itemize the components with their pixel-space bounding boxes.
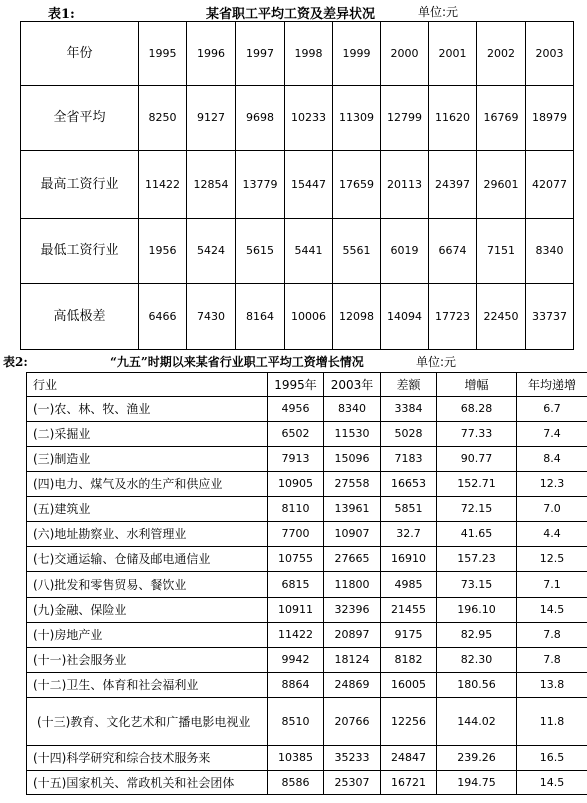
table-cell: 5561 xyxy=(333,219,381,284)
table-row xyxy=(27,497,587,522)
table-cell: 10006 xyxy=(285,284,333,350)
table-cell: 8182 xyxy=(381,648,437,673)
table-cell: 11422 xyxy=(139,151,187,219)
table-cell: 82.30 xyxy=(437,648,517,673)
column-header: 2003 xyxy=(526,22,574,86)
table-cell: 4985 xyxy=(381,572,437,598)
table-cell: 10755 xyxy=(268,547,324,572)
table-row xyxy=(21,219,574,284)
table-cell: 15096 xyxy=(324,447,381,472)
table-cell: 9127 xyxy=(187,86,236,151)
table-cell: 7.8 xyxy=(517,648,587,673)
table-row xyxy=(27,598,587,623)
table-row xyxy=(27,623,587,648)
table-cell: 18124 xyxy=(324,648,381,673)
table-cell: 24869 xyxy=(324,673,381,698)
table-cell: 33737 xyxy=(526,284,574,350)
column-header: 2002 xyxy=(477,22,526,86)
table2-unit: 单位:元 xyxy=(416,355,457,369)
table-cell: 7183 xyxy=(381,447,437,472)
table-cell: 8340 xyxy=(526,219,574,284)
table-cell: 16653 xyxy=(381,472,437,497)
table-cell: 14094 xyxy=(381,284,429,350)
column-header: 年均递增 xyxy=(517,373,587,397)
table-cell: 42077 xyxy=(526,151,574,219)
table-cell: 5851 xyxy=(381,497,437,522)
table-cell: 35233 xyxy=(324,746,381,771)
table-cell: 14.5 xyxy=(517,771,587,795)
table-cell: 68.28 xyxy=(437,397,517,422)
table-cell: 7913 xyxy=(268,447,324,472)
table-cell: 8340 xyxy=(324,397,381,422)
row-header: (一)农、林、牧、渔业 xyxy=(27,397,268,422)
table-cell: 10911 xyxy=(268,598,324,623)
table-cell: 13.8 xyxy=(517,673,587,698)
table-cell: 7.4 xyxy=(517,422,587,447)
table2-title: “九五”时期以来某省行业职工平均工资增长情况 xyxy=(110,355,364,369)
table-cell: 82.95 xyxy=(437,623,517,648)
table-cell: 9698 xyxy=(236,86,285,151)
row-header: (八)批发和零售贸易、餐饮业 xyxy=(27,572,268,598)
table-cell: 1956 xyxy=(139,219,187,284)
column-header: 2000 xyxy=(381,22,429,86)
table-cell: 15447 xyxy=(285,151,333,219)
table1-label: 表1: xyxy=(48,7,75,22)
table-cell: 11.8 xyxy=(517,698,587,746)
table-cell: 239.26 xyxy=(437,746,517,771)
table-cell: 17723 xyxy=(429,284,477,350)
table-cell: 24847 xyxy=(381,746,437,771)
table-cell: 13961 xyxy=(324,497,381,522)
table-cell: 11530 xyxy=(324,422,381,447)
table-cell: 12256 xyxy=(381,698,437,746)
table-cell: 5615 xyxy=(236,219,285,284)
table-row xyxy=(27,673,587,698)
table-row xyxy=(27,547,587,572)
table-cell: 6.7 xyxy=(517,397,587,422)
table-cell: 7151 xyxy=(477,219,526,284)
column-header: 2003年 xyxy=(324,373,381,397)
row-header: (十二)卫生、体育和社会福利业 xyxy=(27,673,268,698)
table-cell: 6466 xyxy=(139,284,187,350)
row-header: (十三)教育、文化艺术和广播电影电视业 xyxy=(27,698,268,746)
column-header: 2001 xyxy=(429,22,477,86)
table-row xyxy=(27,472,587,497)
table-cell: 20766 xyxy=(324,698,381,746)
row-header: 最高工资行业 xyxy=(21,151,139,219)
row-header: (十五)国家机关、常政机关和社会团体 xyxy=(27,771,268,795)
table-row xyxy=(27,572,587,598)
table-cell: 7700 xyxy=(268,522,324,547)
table-cell: 8586 xyxy=(268,771,324,795)
table-cell: 32396 xyxy=(324,598,381,623)
table-cell: 21455 xyxy=(381,598,437,623)
table-cell: 90.77 xyxy=(437,447,517,472)
table-cell: 7.8 xyxy=(517,623,587,648)
table-row xyxy=(21,284,574,350)
table-cell: 17659 xyxy=(333,151,381,219)
table-cell: 6502 xyxy=(268,422,324,447)
table-cell: 27665 xyxy=(324,547,381,572)
row-header: (二)采掘业 xyxy=(27,422,268,447)
table-cell: 16769 xyxy=(477,86,526,151)
table-row xyxy=(27,746,587,771)
table1-body xyxy=(21,22,574,350)
table-cell: 194.75 xyxy=(437,771,517,795)
table-cell: 10385 xyxy=(268,746,324,771)
table-cell: 9942 xyxy=(268,648,324,673)
table-cell: 5441 xyxy=(285,219,333,284)
table-row xyxy=(27,522,587,547)
table-cell: 29601 xyxy=(477,151,526,219)
column-header: 1998 xyxy=(285,22,333,86)
table1-title: 某省职工平均工资及差异状况 xyxy=(206,7,376,22)
salary-difference-table xyxy=(20,21,574,350)
row-header: 最低工资行业 xyxy=(21,219,139,284)
table-row xyxy=(27,422,587,447)
table-cell: 11620 xyxy=(429,86,477,151)
table-cell: 10233 xyxy=(285,86,333,151)
table-row xyxy=(21,151,574,219)
table-cell: 41.65 xyxy=(437,522,517,547)
table-cell: 7430 xyxy=(187,284,236,350)
row-header: 高低极差 xyxy=(21,284,139,350)
table-cell: 72.15 xyxy=(437,497,517,522)
table-cell: 12098 xyxy=(333,284,381,350)
row-header: (十)房地产业 xyxy=(27,623,268,648)
table-cell: 8164 xyxy=(236,284,285,350)
table-cell: 11309 xyxy=(333,86,381,151)
table2-label: 表2: xyxy=(3,355,28,369)
table-cell: 22450 xyxy=(477,284,526,350)
table-cell: 8510 xyxy=(268,698,324,746)
table-cell: 10907 xyxy=(324,522,381,547)
table-row xyxy=(27,447,587,472)
column-header: 1996 xyxy=(187,22,236,86)
row-header: (十一)社会服务业 xyxy=(27,648,268,673)
table-cell: 6019 xyxy=(381,219,429,284)
table-cell: 12854 xyxy=(187,151,236,219)
table-cell: 8250 xyxy=(139,86,187,151)
table-cell: 6815 xyxy=(268,572,324,598)
table-cell: 8.4 xyxy=(517,447,587,472)
table-cell: 16005 xyxy=(381,673,437,698)
column-header: 1995年 xyxy=(268,373,324,397)
table-row xyxy=(21,86,574,151)
table-cell: 144.02 xyxy=(437,698,517,746)
column-header: 1999 xyxy=(333,22,381,86)
column-header: 行业 xyxy=(27,373,268,397)
table2-body xyxy=(27,373,587,795)
row-header: (六)地址勘察业、水利管理业 xyxy=(27,522,268,547)
table-cell: 20897 xyxy=(324,623,381,648)
table-cell: 10905 xyxy=(268,472,324,497)
table-cell: 12.3 xyxy=(517,472,587,497)
table-row xyxy=(27,771,587,795)
table-row xyxy=(27,397,587,422)
table-cell: 7.1 xyxy=(517,572,587,598)
table-cell: 11422 xyxy=(268,623,324,648)
table-cell: 8110 xyxy=(268,497,324,522)
table-cell: 25307 xyxy=(324,771,381,795)
column-header: 年份 xyxy=(21,22,139,86)
row-header: (九)金融、保险业 xyxy=(27,598,268,623)
table-cell: 73.15 xyxy=(437,572,517,598)
table-cell: 4.4 xyxy=(517,522,587,547)
column-header: 差额 xyxy=(381,373,437,397)
row-header: 全省平均 xyxy=(21,86,139,151)
table1-unit: 单位:元 xyxy=(418,5,459,19)
table-cell: 8864 xyxy=(268,673,324,698)
table-cell: 24397 xyxy=(429,151,477,219)
table-cell: 5424 xyxy=(187,219,236,284)
table-cell: 32.7 xyxy=(381,522,437,547)
row-header: (五)建筑业 xyxy=(27,497,268,522)
table-cell: 196.10 xyxy=(437,598,517,623)
table-cell: 152.71 xyxy=(437,472,517,497)
table-cell: 16910 xyxy=(381,547,437,572)
table-cell: 77.33 xyxy=(437,422,517,447)
table-cell: 18979 xyxy=(526,86,574,151)
table-cell: 12799 xyxy=(381,86,429,151)
row-header: (七)交通运输、仓储及邮电通信业 xyxy=(27,547,268,572)
table-cell: 12.5 xyxy=(517,547,587,572)
column-header: 增幅 xyxy=(437,373,517,397)
row-header: (十四)科学研究和综合技术服务来 xyxy=(27,746,268,771)
table-cell: 3384 xyxy=(381,397,437,422)
table-cell: 7.0 xyxy=(517,497,587,522)
table-cell: 6674 xyxy=(429,219,477,284)
table-cell: 5028 xyxy=(381,422,437,447)
table-cell: 16721 xyxy=(381,771,437,795)
table-row xyxy=(27,698,587,746)
table-row xyxy=(27,648,587,673)
header-row xyxy=(21,22,574,86)
column-header: 1995 xyxy=(139,22,187,86)
table-cell: 157.23 xyxy=(437,547,517,572)
table-cell: 11800 xyxy=(324,572,381,598)
column-header: 1997 xyxy=(236,22,285,86)
table-cell: 9175 xyxy=(381,623,437,648)
table-cell: 27558 xyxy=(324,472,381,497)
row-header: (四)电力、煤气及水的生产和供应业 xyxy=(27,472,268,497)
header-row xyxy=(27,373,587,397)
industry-salary-growth-table xyxy=(26,372,587,795)
table-cell: 16.5 xyxy=(517,746,587,771)
table-cell: 4956 xyxy=(268,397,324,422)
table-cell: 180.56 xyxy=(437,673,517,698)
table-cell: 20113 xyxy=(381,151,429,219)
row-header: (三)制造业 xyxy=(27,447,268,472)
table-cell: 14.5 xyxy=(517,598,587,623)
table-cell: 13779 xyxy=(236,151,285,219)
